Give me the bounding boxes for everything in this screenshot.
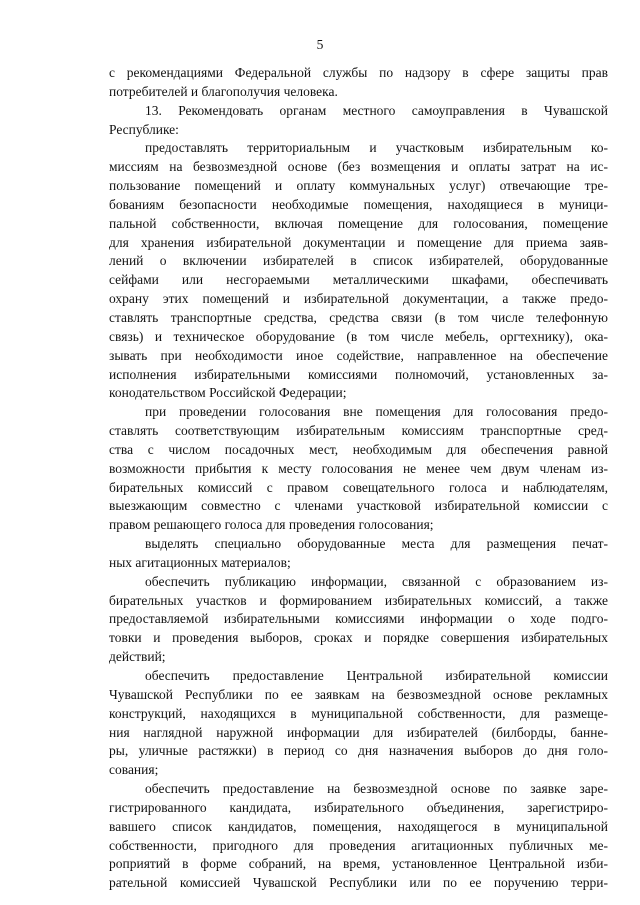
text-line: потребителей и благополучия человека. [109,83,338,99]
text-line: связь) и техническое оборудование (в том числе мебель, оргтехнику), ока- [109,328,608,344]
text-line: при проведении голосования вне помещения для голосования предо- [145,404,608,420]
text-line: бирательных участков и формированием избирательных комиссий, а также [109,592,608,608]
text-line: Республике: [109,121,179,137]
text-line: исполнения избирательными комиссиями полномочий, установленных за- [109,366,608,382]
text-line: ных агитационных материалов; [109,554,291,570]
text-line: с рекомендациями Федеральной службы по надзору в сфере защиты прав [109,65,608,80]
text-line: сейфами или несгораемыми металлическими шкафами, обеспечивать [109,272,608,288]
text-line: рательной комиссией Чувашской Республики или по ее поручению терри- [109,875,608,891]
text-line: ставлять соответствующим избирательным комиссиям транспортные сред- [109,423,608,439]
text-line: действий; [109,649,166,665]
text-line: охрану этих помещений и избирательной документации, а также предо- [109,291,608,307]
text-line: собственности, пригодного для проведения агитационных публичных ме- [109,837,608,853]
text-line: пальной собственности, включая помещение для голосования, помещение [109,215,608,231]
text-line: ства с числом посадочных мест, необходимым для обеспечения равной [109,441,608,457]
text-line: вавшего список кандидатов, помещения, находящегося в муниципальной [109,818,608,834]
text-line: обеспечить предоставление на безвозмездной основе по заявке заре- [145,781,608,797]
text-line: обеспечить предоставление Центральной избирательной комиссии [145,668,608,683]
text-line: конодательством Российской Федерации; [109,385,347,401]
text-line: гистрированного кандидата, избирательного объединения, зарегистриро- [109,799,608,815]
text-line: миссиям на безвозмездной основе (без возмещения и оплаты затрат на ис- [109,159,608,175]
text-line: роприятий в форме собраний, на время, установленное Центральной изби- [109,856,608,872]
page-number: 5 [316,37,324,52]
text-line: выезжающим совместно с членами участковой избирательной комиссии с [109,498,608,514]
text-line: лений о включении избирателей в список избирателей, оборудованные [109,253,608,269]
document-body [109,64,608,893]
text-line: для хранения избирательной документации и помещение для приема заяв- [109,234,608,250]
text-line: ния наглядной наружной информации для избирателей (билборды, банне- [109,724,608,740]
text-line: пользование помещений и оплату коммунальных услуг) отвечающие тре- [109,178,608,194]
text-line: ставлять транспортные средства, средства связи (в том числе телефонную [109,309,608,325]
text-line: правом решающего голоса для проведения голосования; [109,517,434,533]
text-line: сования; [109,762,159,778]
text-line: предоставлять территориальным и участковым избирательным ко- [145,140,608,156]
text-line: бованиям безопасности необходимые помещения, находящиеся в муници- [109,196,608,212]
text-line: предоставляемой избирательными комиссиями информации о ходе подго- [109,611,608,627]
text-line: бирательных комиссий с правом совещательного голоса и наблюдателям, [109,479,608,495]
text-line: 13. Рекомендовать органам местного самоуправления в Чувашской [145,102,608,118]
text-line: обеспечить публикацию информации, связанной с образованием из- [145,573,608,589]
text-line: зывать при необходимости иное содействие, направленное на обеспечение [109,347,608,363]
text-line: ры, уличные растяжки) в период со дня назначения выборов до дня голо- [109,743,608,759]
text-line: выделять специально оборудованные места для размещения печат- [145,536,608,552]
text-line: конструкций, находящихся в муниципальной собственности, для размеще- [109,705,608,721]
text-line: товки и проведения выборов, сроках и порядке совершения избирательных [109,630,608,646]
text-line: Чувашской Республики по ее заявкам на безвозмездной основе рекламных [109,686,608,702]
text-line: возможности прибытия к месту голосования не менее чем двум членам из- [109,460,608,476]
